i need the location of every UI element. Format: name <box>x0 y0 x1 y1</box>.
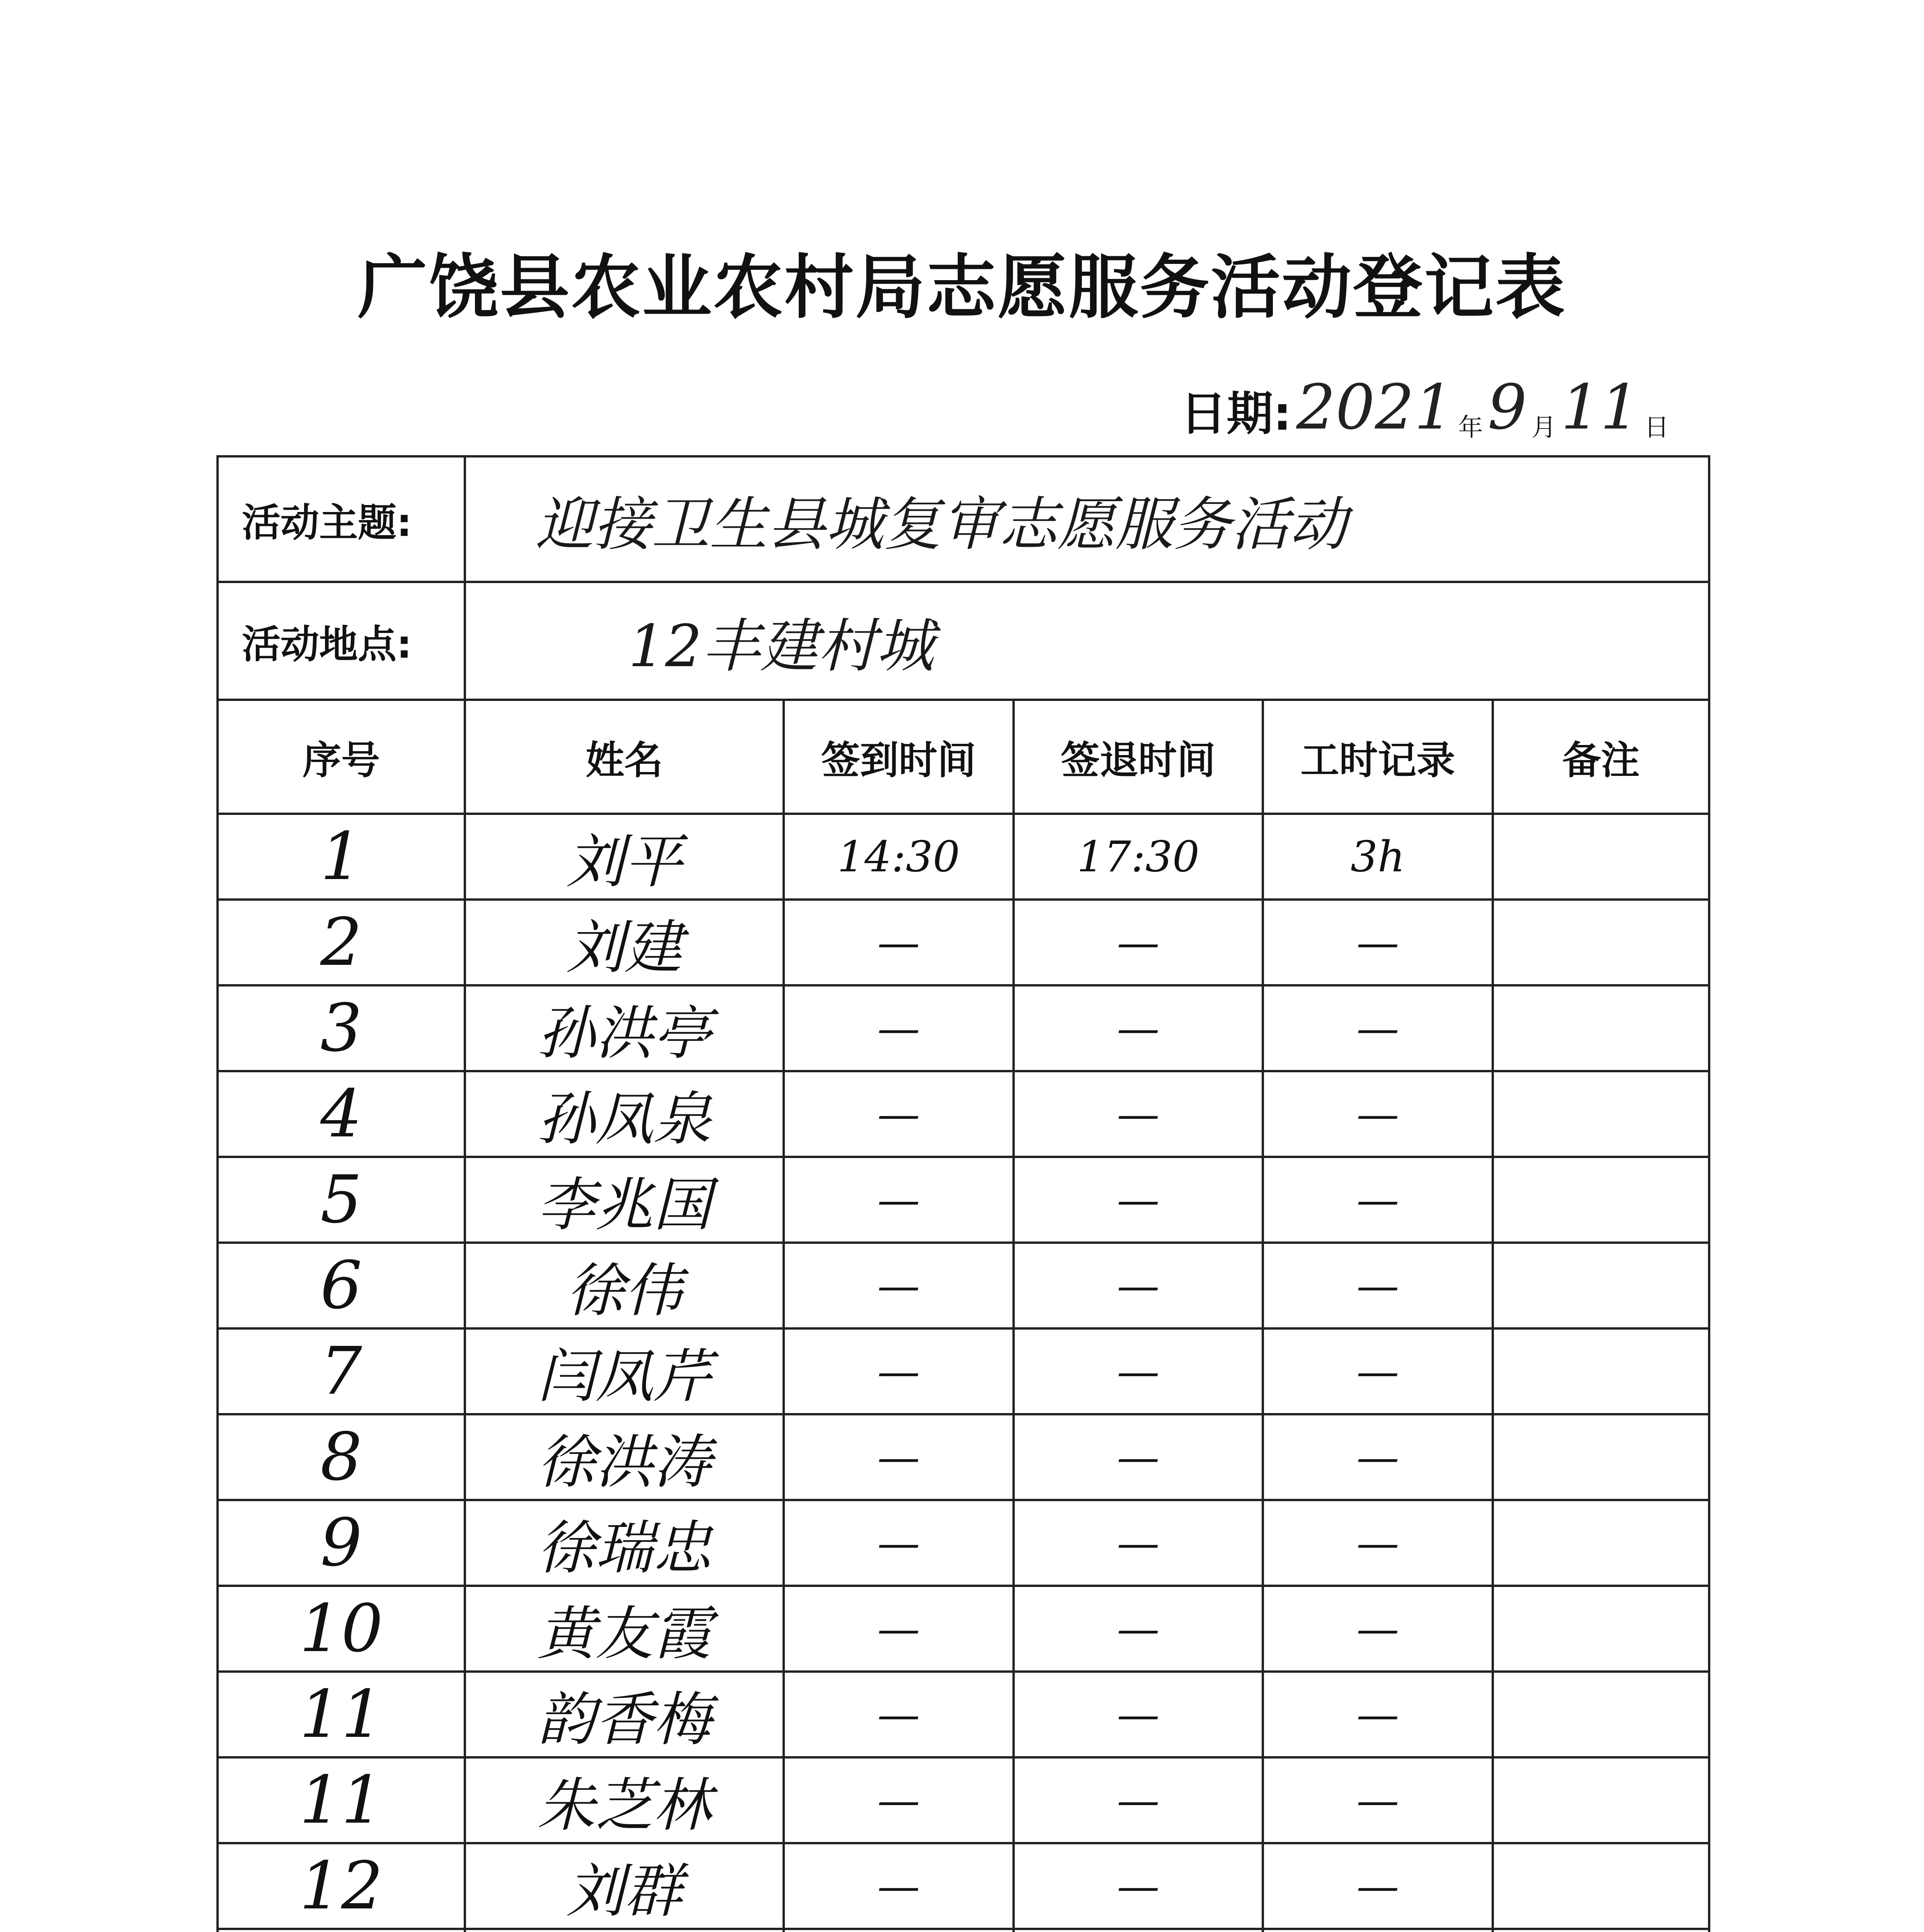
row-name <box>465 1929 784 1932</box>
row-name: 孙洪亭 <box>465 985 784 1071</box>
row-signout-time: — <box>1014 900 1263 985</box>
col-header-name: 姓名 <box>465 700 784 814</box>
row-seq: 8 <box>218 1414 465 1500</box>
row-signin-time: — <box>784 1586 1014 1672</box>
row-note <box>1493 1843 1709 1929</box>
date-day-unit: 日 <box>1644 413 1669 442</box>
row-signin-time: — <box>784 1243 1014 1328</box>
row-signin-time: — <box>784 1500 1014 1586</box>
table-row <box>218 1586 1709 1672</box>
row-seq: 1 <box>218 814 465 900</box>
row-hours: — <box>1263 1243 1493 1328</box>
row-name: 徐洪涛 <box>465 1414 784 1500</box>
row-hours: — <box>1263 1500 1493 1586</box>
row-name: 刘建 <box>465 900 784 985</box>
row-signout-time: — <box>1014 1157 1263 1243</box>
row-hours: — <box>1263 1328 1493 1414</box>
row-name: 徐伟 <box>465 1243 784 1328</box>
row-hours: — <box>1263 1757 1493 1843</box>
row-signout-time: — <box>1014 1757 1263 1843</box>
location-row <box>218 582 1709 700</box>
date-label: 日期: <box>1180 387 1292 441</box>
table-row <box>218 1843 1709 1929</box>
date-month-unit: 月 <box>1531 413 1557 442</box>
row-note <box>1493 1414 1709 1500</box>
row-seq: 10 <box>218 1586 465 1672</box>
row-note <box>1493 1757 1709 1843</box>
row-signin-time: — <box>784 1414 1014 1500</box>
col-header-note: 备注 <box>1493 700 1709 814</box>
registration-table <box>216 455 1710 1932</box>
table-row <box>218 1157 1709 1243</box>
row-seq: 11 <box>218 1757 465 1843</box>
row-signin-time: — <box>784 1071 1014 1157</box>
date-row <box>1180 371 1669 443</box>
row-signout-time: — <box>1014 1500 1263 1586</box>
table-row <box>218 1414 1709 1500</box>
table-row <box>218 1500 1709 1586</box>
location-value: 12丰建村城 <box>465 582 1709 700</box>
col-header-seq: 序号 <box>218 700 465 814</box>
row-note <box>1493 1586 1709 1672</box>
col-header-hours: 工时记录 <box>1263 700 1493 814</box>
row-seq: 4 <box>218 1071 465 1157</box>
row-name: 韵香梅 <box>465 1672 784 1757</box>
row-note <box>1493 814 1709 900</box>
col-header-signout: 签退时间 <box>1014 700 1263 814</box>
form-title: 广饶县农业农村局志愿服务活动登记表 <box>357 247 1567 328</box>
row-seq: 3 <box>218 985 465 1071</box>
row-name: 闫凤芹 <box>465 1328 784 1414</box>
row-hours: — <box>1263 1843 1493 1929</box>
row-note <box>1493 1328 1709 1414</box>
table-row <box>218 1757 1709 1843</box>
table-row <box>218 814 1709 900</box>
table-row <box>218 1672 1709 1757</box>
row-note <box>1493 1157 1709 1243</box>
row-seq: 2 <box>218 900 465 985</box>
row-name: 朱芝林 <box>465 1757 784 1843</box>
row-hours: 3h <box>1263 814 1493 900</box>
table-row <box>218 1328 1709 1414</box>
row-signout-time: — <box>1014 1328 1263 1414</box>
row-signin-time: — <box>784 1757 1014 1843</box>
row-seq <box>218 1929 465 1932</box>
date-year: 2021 <box>1296 371 1454 443</box>
row-note <box>1493 1672 1709 1757</box>
table-row <box>218 1243 1709 1328</box>
row-signout-time: — <box>1014 1672 1263 1757</box>
row-signout-time: — <box>1014 1243 1263 1328</box>
row-note <box>1493 1929 1709 1932</box>
date-month: 9 <box>1487 371 1527 443</box>
row-hours: — <box>1263 1672 1493 1757</box>
row-signout-time: — <box>1014 1071 1263 1157</box>
row-seq: 12 <box>218 1843 465 1929</box>
row-seq: 7 <box>218 1328 465 1414</box>
row-name: 刘平 <box>465 814 784 900</box>
table-row <box>218 985 1709 1071</box>
row-hours: — <box>1263 1586 1493 1672</box>
subject-row <box>218 456 1709 582</box>
row-signin-time: 14:30 <box>784 814 1014 900</box>
row-note <box>1493 1243 1709 1328</box>
row-signin-time: — <box>784 900 1014 985</box>
row-hours: — <box>1263 1157 1493 1243</box>
row-hours: — <box>1263 1071 1493 1157</box>
row-note <box>1493 900 1709 985</box>
row-signin-time: — <box>784 1843 1014 1929</box>
row-signin-time: — <box>784 1672 1014 1757</box>
subject-label: 活动主题: <box>218 456 465 582</box>
row-name: 徐瑞忠 <box>465 1500 784 1586</box>
date-day: 11 <box>1561 371 1640 443</box>
row-name: 刘群 <box>465 1843 784 1929</box>
row-note <box>1493 985 1709 1071</box>
row-name: 黄友霞 <box>465 1586 784 1672</box>
row-signout-time: — <box>1014 1586 1263 1672</box>
row-signout-time: — <box>1014 985 1263 1071</box>
row-signin-time <box>784 1929 1014 1932</box>
row-seq: 6 <box>218 1243 465 1328</box>
row-hours: — <box>1263 1414 1493 1500</box>
row-seq: 5 <box>218 1157 465 1243</box>
row-note <box>1493 1500 1709 1586</box>
row-hours <box>1263 1929 1493 1932</box>
col-header-signin: 签到时间 <box>784 700 1014 814</box>
location-label: 活动地点: <box>218 582 465 700</box>
row-signout-time: — <box>1014 1843 1263 1929</box>
table-row <box>218 1929 1709 1932</box>
row-note <box>1493 1071 1709 1157</box>
row-hours: — <box>1263 900 1493 985</box>
row-signout-time: — <box>1014 1414 1263 1500</box>
row-hours: — <box>1263 985 1493 1071</box>
row-signout-time: 17:30 <box>1014 814 1263 900</box>
table-row <box>218 900 1709 985</box>
date-year-unit: 年 <box>1458 413 1483 442</box>
row-signout-time <box>1014 1929 1263 1932</box>
row-signin-time: — <box>784 1157 1014 1243</box>
table-row <box>218 1071 1709 1157</box>
row-signin-time: — <box>784 985 1014 1071</box>
row-name: 李兆国 <box>465 1157 784 1243</box>
subject-value: 迎接卫生县城复审志愿服务活动 <box>465 456 1709 582</box>
row-signin-time: — <box>784 1328 1014 1414</box>
row-seq: 11 <box>218 1672 465 1757</box>
header-row <box>218 700 1709 814</box>
row-seq: 9 <box>218 1500 465 1586</box>
row-name: 孙凤泉 <box>465 1071 784 1157</box>
